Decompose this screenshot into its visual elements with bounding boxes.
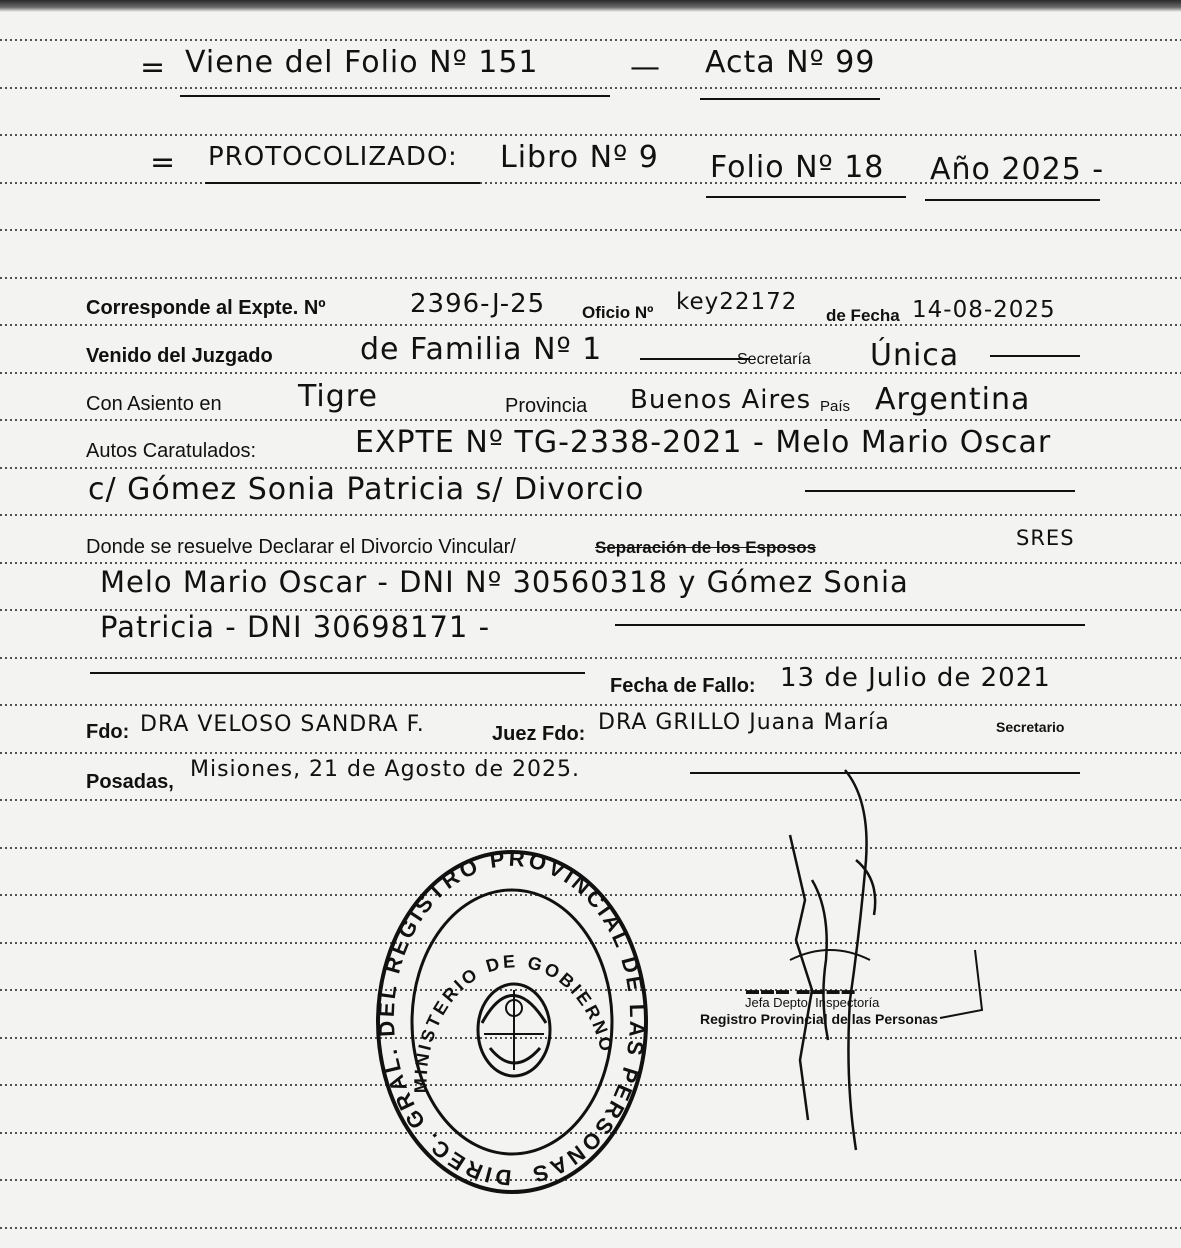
oficio-label: Oficio Nº (582, 303, 654, 322)
lugar-value: Misiones, 21 de Agosto de 2025. (190, 757, 581, 782)
fallo-value: 13 de Julio de 2021 (780, 663, 1051, 693)
autos-value-2: c/ Gómez Sonia Patricia s/ Divorcio (88, 472, 645, 507)
anio: Año 2025 - (930, 152, 1105, 187)
signature-title: Jefa Depto. Inspectoría (745, 995, 880, 1010)
oficio-value: key22172 (676, 289, 798, 315)
juzgado-label: Venido del Juzgado (86, 345, 273, 367)
libro: Libro Nº 9 (500, 140, 659, 175)
fecha-value: 14-08-2025 (912, 297, 1056, 323)
autos-label: Autos Caratulados: (86, 440, 257, 462)
fecha-label: de Fecha (826, 306, 900, 325)
viene-folio: Viene del Folio Nº 151 (185, 45, 539, 80)
proto-prefix: = (150, 145, 177, 180)
fdo-value-1: DRA VELOSO SANDRA F. (140, 712, 425, 737)
expte-value: 2396-J-25 (410, 289, 546, 319)
provincia-label: Provincia (505, 395, 588, 417)
signature-stamp-name-blurred: ▬▬▬ ▬▬▬▬ (746, 982, 857, 997)
resuelve-value: SRES (1016, 526, 1075, 550)
juzgado-value: de Familia Nº 1 (360, 332, 603, 367)
esposos-line-2: Patricia - DNI 30698171 - (100, 610, 491, 644)
protocolizado: PROTOCOLIZADO: (208, 142, 458, 172)
fdo-value-2: DRA GRILLO Juana María (598, 710, 890, 735)
autos-value-1: EXPTE Nº TG-2338-2021 - Melo Mario Oscar (355, 425, 1052, 460)
secretaria-label: Secretaría (737, 351, 811, 368)
secretaria-value: Única (870, 338, 960, 373)
stamp-inner-text: MINISTERIO DE GOBIERNO (410, 950, 618, 1094)
fdo-label-1: Fdo: (86, 721, 130, 743)
stamp-outer-text: DIREC. GRAL. DEL REGISTRO PROVINCIAL DE LAS PERSONAS (373, 848, 651, 1191)
juez-label: Juez Fdo: (492, 723, 586, 745)
viene-acta: Acta Nº 99 (705, 45, 876, 80)
expte-label: Corresponde al Expte. Nº (86, 297, 326, 319)
esposos-line-1: Melo Mario Oscar - DNI Nº 30560318 y Gómez Sonia (100, 565, 909, 599)
resuelve-label: Donde se resuelve Declarar el Divorcio Vincular/ (86, 536, 516, 558)
fallo-label: Fecha de Fallo: (610, 675, 756, 697)
asiento-label: Con Asiento en (86, 393, 222, 415)
secretario-label: Secretario (996, 719, 1065, 735)
folio: Folio Nº 18 (710, 150, 885, 185)
lugar-label: Posadas, (86, 771, 174, 793)
signature-office: Registro Provincial de las Personas (700, 1011, 939, 1027)
pais-value: Argentina (875, 382, 1031, 417)
viene-prefix: = (140, 50, 167, 85)
asiento-value: Tigre (298, 379, 378, 414)
provincia-value: Buenos Aires (630, 385, 812, 415)
resuelve-struck: Separación de los Esposos (595, 538, 817, 557)
viene-dash: — (630, 50, 661, 85)
pais-label: País (820, 398, 851, 415)
